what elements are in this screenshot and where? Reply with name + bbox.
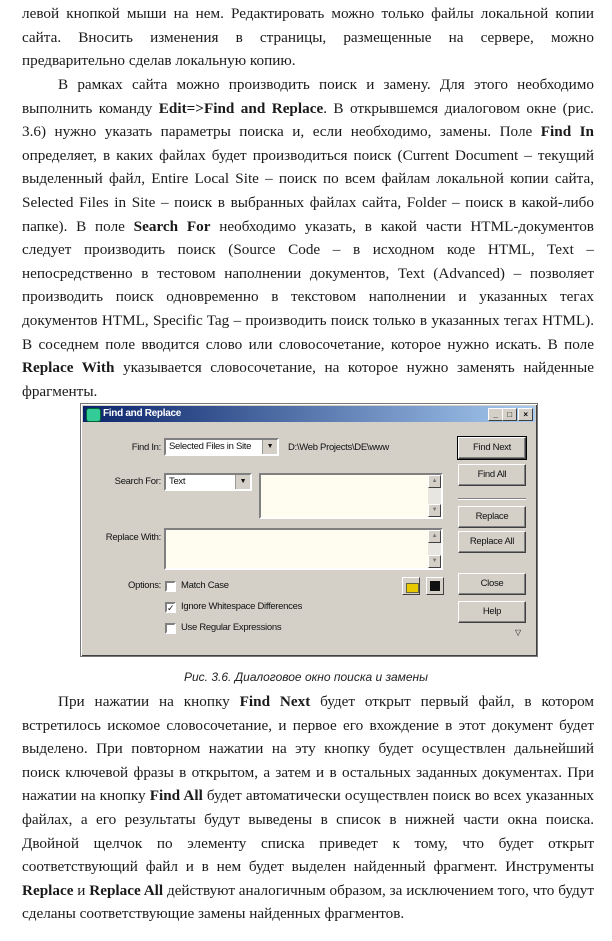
regex-checkbox[interactable] xyxy=(165,623,176,634)
scrollbar[interactable] xyxy=(428,475,441,517)
match-case-label: Match Case xyxy=(181,580,229,591)
replace-button[interactable]: Replace xyxy=(458,506,526,528)
close-icon[interactable]: × xyxy=(518,408,533,421)
bold-term: Replace All xyxy=(89,881,164,899)
text-segment: указывается словосочетание, на которое нужно заменять найденные фрагменты. xyxy=(22,359,594,400)
scroll-down-icon[interactable]: ▼ xyxy=(428,504,441,517)
bold-term: Replace xyxy=(22,881,74,899)
bold-term: Replace With xyxy=(22,359,115,377)
text-segment: и xyxy=(73,881,90,899)
chevron-down-icon[interactable]: ▼ xyxy=(262,440,277,454)
maximize-icon[interactable]: □ xyxy=(502,408,517,421)
find-in-select[interactable] xyxy=(164,438,279,456)
chevron-down-icon[interactable]: ▼ xyxy=(235,475,250,489)
bold-term: Edit=>Find and Replace xyxy=(158,99,324,117)
text-segment: При нажатии на кнопку xyxy=(58,693,240,710)
search-for-value: Text xyxy=(169,476,186,487)
search-text-area[interactable] xyxy=(259,473,443,519)
bold-term: Find All xyxy=(149,787,203,805)
text-segment: В рамках сайта можно производить поиск и замену. Для этого необходимо выполнить команду xyxy=(22,76,594,117)
minimize-icon[interactable]: _ xyxy=(488,408,503,421)
ignore-whitespace-checkbox[interactable]: ✓ xyxy=(167,603,175,613)
close-button[interactable]: Close xyxy=(458,573,526,595)
search-for-select[interactable] xyxy=(164,473,252,491)
open-folder-icon[interactable] xyxy=(402,577,420,595)
help-button[interactable]: Help xyxy=(458,601,526,623)
find-in-value: Selected Files in Site xyxy=(169,441,252,452)
divider xyxy=(458,498,526,500)
search-for-label: Search For: xyxy=(114,476,161,487)
expand-arrow-icon[interactable]: ▽ xyxy=(515,628,521,637)
text-segment: определяет, в каких файлах будет производиться поиск (Current Document – текущий выделенный файл, Entire Local Site – поиск по всем файлам локальной копии сайта, Selected Files in Site – поиск в выбранных файлах сайта, Folder – поиск в какой-либо папке). В поле xyxy=(22,146,594,235)
scrollbar[interactable] xyxy=(428,530,441,568)
find-in-label: Find In: xyxy=(131,442,161,453)
title-bar[interactable] xyxy=(83,406,535,422)
replace-all-button[interactable]: Replace All xyxy=(458,531,526,553)
paragraph-buttons xyxy=(22,690,594,926)
bold-term: Find In xyxy=(540,123,595,141)
bold-term: Find Next xyxy=(239,693,311,710)
find-replace-dialog xyxy=(80,403,538,657)
bold-term: Search For xyxy=(133,217,211,235)
search-path: D:\Web Projects\DE\www xyxy=(288,442,389,453)
text-segment: будет автоматически осуществлен поиск во всех указанных файлах, а его результаты будут выведены в список в нижней части окна поиска. Двойной щелчок по элементу списка приведет к тому, что будет открыт соответствующий файл и в нем будет выделен найденный фрагмент. Инструменты xyxy=(22,787,594,876)
match-case-checkbox[interactable] xyxy=(165,581,176,592)
find-all-button[interactable]: Find All xyxy=(458,464,526,486)
paragraph-intro xyxy=(22,2,594,73)
options-label: Options: xyxy=(128,580,161,591)
text-segment: необходимо указать, в какой части HTML-документов следует производить поиск (Source Code – в исходном коде HTML, Text – непосредственно в тестовом наполнении документов, Text (Advanced) – позволяет производить поиск одновременно в текстовом наполнении и указанных тегах документов HTML, Specific Tag – производить поиск только в указанных тегах HTML). В соседнем поле вводится слово или словосочетание, которое нужно искать. В поле xyxy=(22,217,594,353)
dialog-title: Find and Replace xyxy=(103,408,181,419)
paragraph-find-replace xyxy=(22,73,594,403)
app-icon xyxy=(86,408,101,422)
text-segment: будет открыт первый файл, в котором встретилось искомое словосочетание, и первое его вхождение в этот документ будет выделено. При повторном нажатии на эту кнопку будет осуществлен дальнейший поиск ключевой фразы в открытом, а затем и в остальных заданных документах. При нажатии на кнопку xyxy=(22,693,594,805)
scroll-up-icon[interactable]: ▲ xyxy=(428,475,441,488)
scroll-down-icon[interactable]: ▼ xyxy=(428,555,441,568)
text-segment: действуют аналогичным образом, за исключением того, что будут сделаны соответствующие замены найденных фрагментов. xyxy=(22,881,594,923)
scroll-up-icon[interactable]: ▲ xyxy=(428,530,441,543)
text-segment: . В открывшемся диалоговом окне (рис. 3.6) нужно указать параметры поиска и, если необходимо, замены. Поле xyxy=(22,99,594,141)
find-next-button[interactable]: Find Next xyxy=(458,437,526,459)
replace-text-area[interactable] xyxy=(164,528,443,570)
figure-caption: Рис. 3.6. Диалоговое окно поиска и замены xyxy=(184,670,428,684)
regex-label: Use Regular Expressions xyxy=(181,622,282,633)
ignore-whitespace-label: Ignore Whitespace Differences xyxy=(181,601,303,612)
replace-with-label: Replace With: xyxy=(105,532,161,543)
text-segment: левой кнопкой мыши на нем. Редактировать можно только файлы локальной копии сайта. Вносить изменения в страницы, размещенные на сервере, можно предварительно сделав локальную копию. xyxy=(22,5,594,70)
save-icon[interactable] xyxy=(426,577,444,595)
